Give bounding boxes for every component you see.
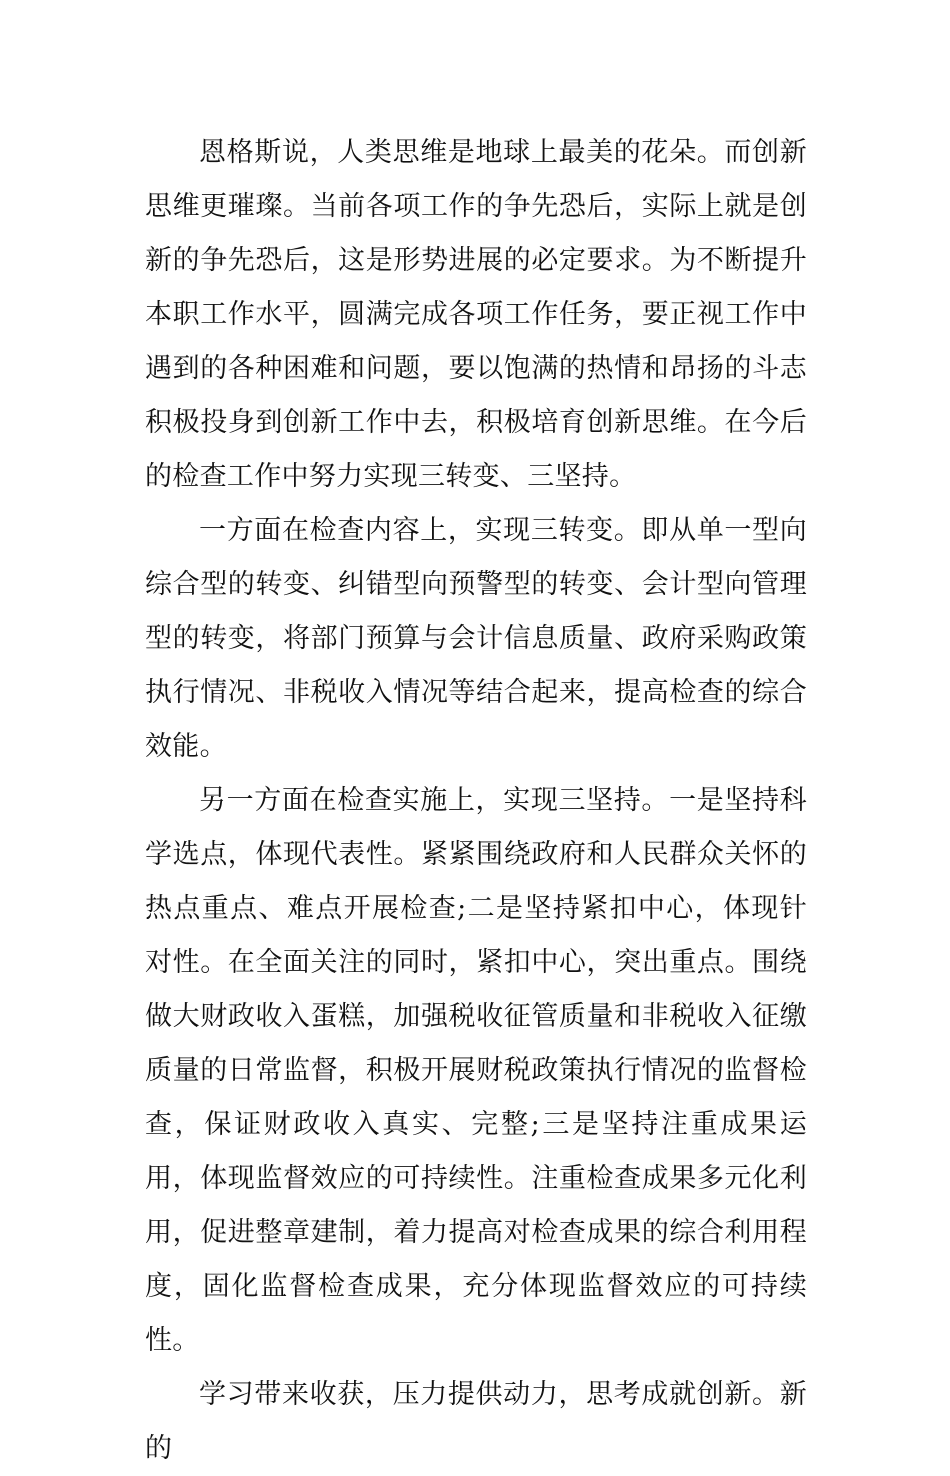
paragraph-three-persistences: 另一方面在检查实施上，实现三坚持。一是坚持科学选点，体现代表性。紧紧围绕政府和人民群众关怀的热点重点、难点开展检查;二是坚持紧扣中心，体现针对性。在全面关注的同时，紧扣中心，突出重点。围绕做大财政收入蛋糕，加强税收征管质量和非税收入征缴质量的日常监督，积极开展财税政策执行情况的监督检查，保证财政收入真实、完整;三是坚持注重成果运用，体现监督效应的可持续性。注重检查成果多元化利用，促进整章建制，着力提高对检查成果的综合利用程度，固化监督检查成果，充分体现监督效应的可持续性。 — [145, 785, 807, 1356]
paragraph-innovation-thinking: 恩格斯说，人类思维是地球上最美的花朵。而创新思维更璀璨。当前各项工作的争先恐后，实际上就是创新的争先恐后，这是形势进展的必定要求。为不断提升本职工作水平，圆满完成各项工作任务，要正视工作中遇到的各种困难和问题，要以饱满的热情和昂扬的斗志积极投身到创新工作中去，积极培育创新思维。在今后的检查工作中努力实现三转变、三坚持。 — [145, 137, 807, 492]
paragraph-three-transformations: 一方面在检查内容上，实现三转变。即从单一型向综合型的转变、纠错型向预警型的转变、会计型向管理型的转变，将部门预算与会计信息质量、政府采购政策执行情况、非税收入情况等结合起来，提高检查的综合效能。 — [145, 515, 807, 762]
paragraph-learning-harvest: 学习带来收获，压力提供动力，思考成就创新。新的 — [145, 1379, 807, 1464]
document-body — [145, 126, 807, 1476]
